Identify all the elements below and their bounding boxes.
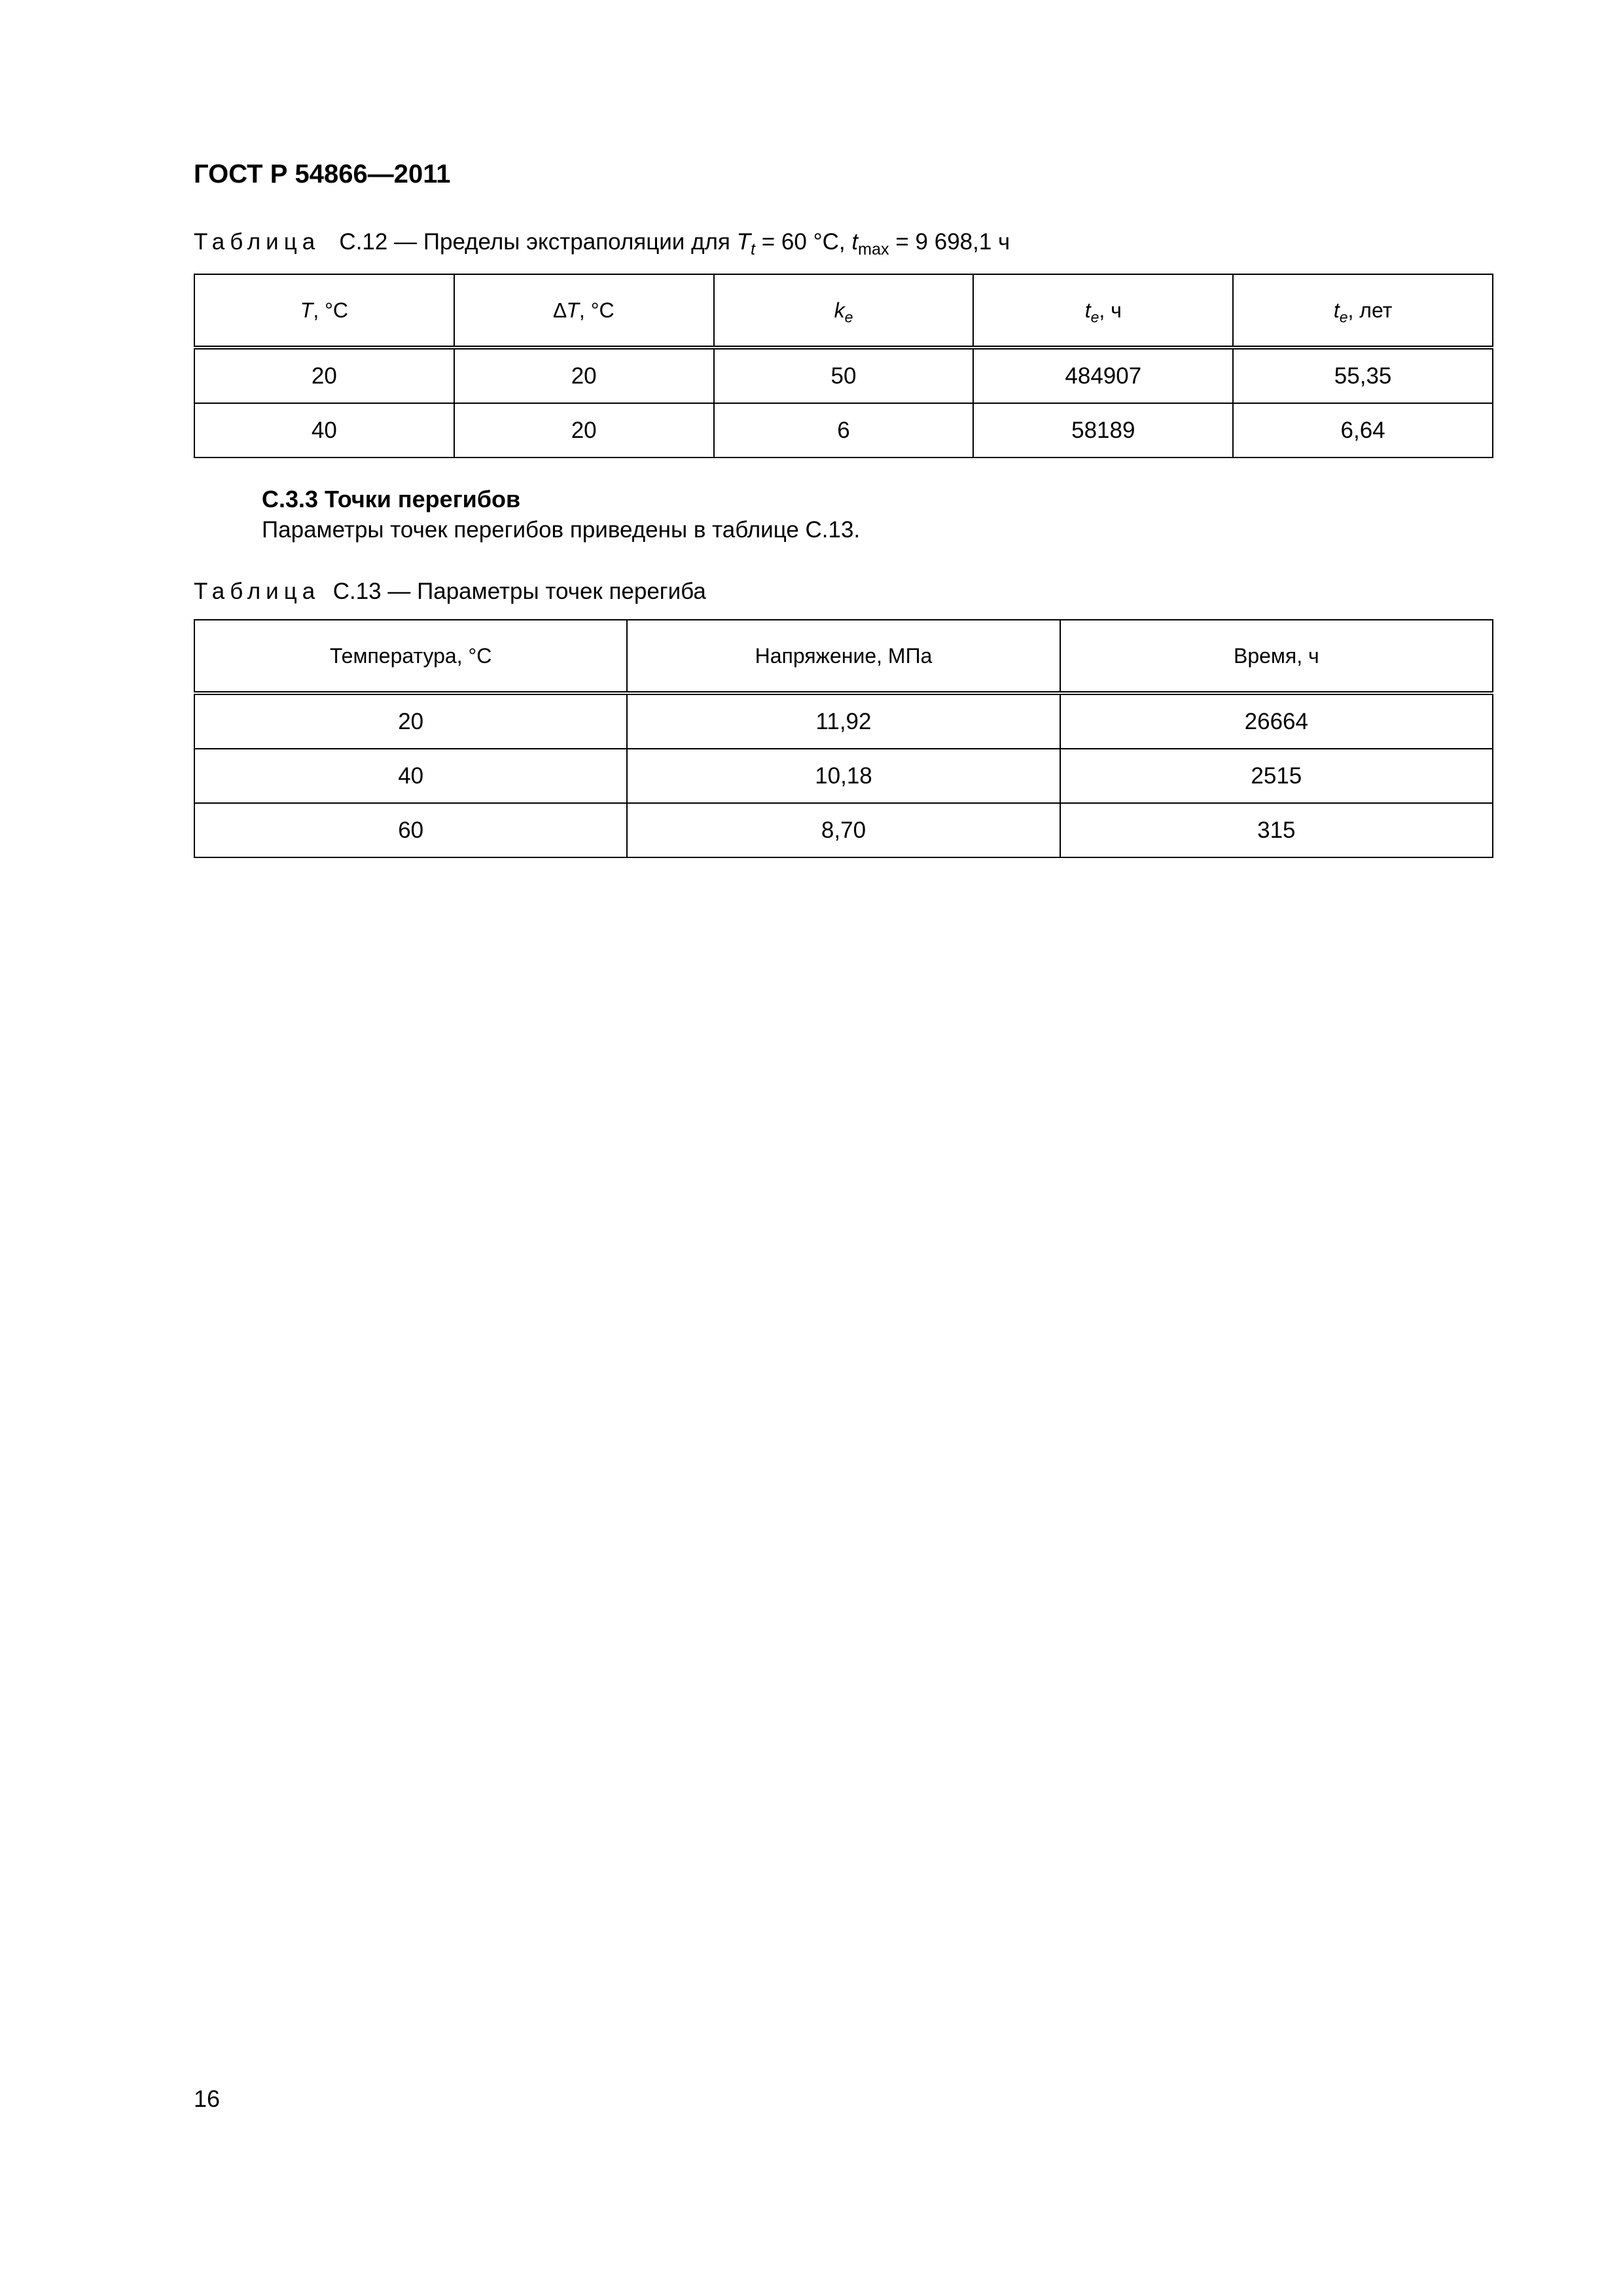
table-cell: 60 xyxy=(194,803,627,857)
table-caption-text: — Пределы экстраполяции для xyxy=(394,229,730,255)
document-id: ГОСТ Р 54866—2011 xyxy=(194,160,451,188)
header-cell-delta-temperature: ∆T, °С xyxy=(454,274,714,348)
tt-symbol: T xyxy=(736,229,751,255)
table-row xyxy=(194,803,1493,857)
table-cell: 8,70 xyxy=(627,803,1060,857)
header-cell-temperature: T, °С xyxy=(194,274,454,348)
table-c13 xyxy=(194,619,1493,858)
header-cell-te-hours: $t_e$, ч xyxy=(973,274,1233,348)
table-cell: 484907 xyxy=(973,348,1233,403)
header-cell-time: Время, ч xyxy=(1060,620,1493,693)
section-heading: С.3.3 Точки перегибов xyxy=(262,486,521,512)
tmax-symbol: t xyxy=(851,229,859,255)
tmax-value: = 9 698,1 ч xyxy=(895,229,1010,255)
table-caption-number: С.12 xyxy=(339,229,388,255)
table-cell: 6 xyxy=(714,403,974,457)
table-row xyxy=(194,693,1493,749)
tmax-subscript: max xyxy=(858,240,889,259)
table-row xyxy=(194,348,1493,403)
table-caption-text: — Параметры точек перегиба xyxy=(387,579,706,604)
header-cell-temperature: Температура, °С xyxy=(194,620,627,693)
table-row xyxy=(194,749,1493,803)
header-cell-stress: Напряжение, МПа xyxy=(627,620,1060,693)
table-header-row xyxy=(194,620,1493,693)
table-cell: 10,18 xyxy=(627,749,1060,803)
table-row xyxy=(194,403,1493,457)
tt-subscript: t xyxy=(751,240,756,259)
table-caption-label: Таблица xyxy=(194,229,321,255)
table-cell: 40 xyxy=(194,749,627,803)
table-cell: 20 xyxy=(454,403,714,457)
table-cell: 55,35 xyxy=(1233,348,1493,403)
table-caption-number: С.13 xyxy=(332,579,382,604)
table-cell: 20 xyxy=(194,693,627,749)
table-cell: 6,64 xyxy=(1233,403,1493,457)
table-caption-label: Таблица xyxy=(194,579,321,604)
table-cell: 26664 xyxy=(1060,693,1493,749)
table-cell: 40 xyxy=(194,403,454,457)
table-cell: 2515 xyxy=(1060,749,1493,803)
table-c12 xyxy=(194,274,1493,458)
table-header-row xyxy=(194,274,1493,348)
table-c12-caption xyxy=(194,229,1010,259)
table-c13-caption xyxy=(194,579,706,605)
table-cell: 50 xyxy=(714,348,974,403)
header-cell-te-years: $t_e$, лет xyxy=(1233,274,1493,348)
table-cell: 20 xyxy=(454,348,714,403)
section-paragraph: Параметры точек перегибов приведены в таблице С.13. xyxy=(262,517,861,543)
table-cell: 11,92 xyxy=(627,693,1060,749)
table-cell: 58189 xyxy=(973,403,1233,457)
header-cell-ke: $k_e$ xyxy=(714,274,974,348)
table-cell: 315 xyxy=(1060,803,1493,857)
tt-value: = 60 °С, xyxy=(761,229,846,255)
page-number: 16 xyxy=(194,2085,221,2112)
table-cell: 20 xyxy=(194,348,454,403)
